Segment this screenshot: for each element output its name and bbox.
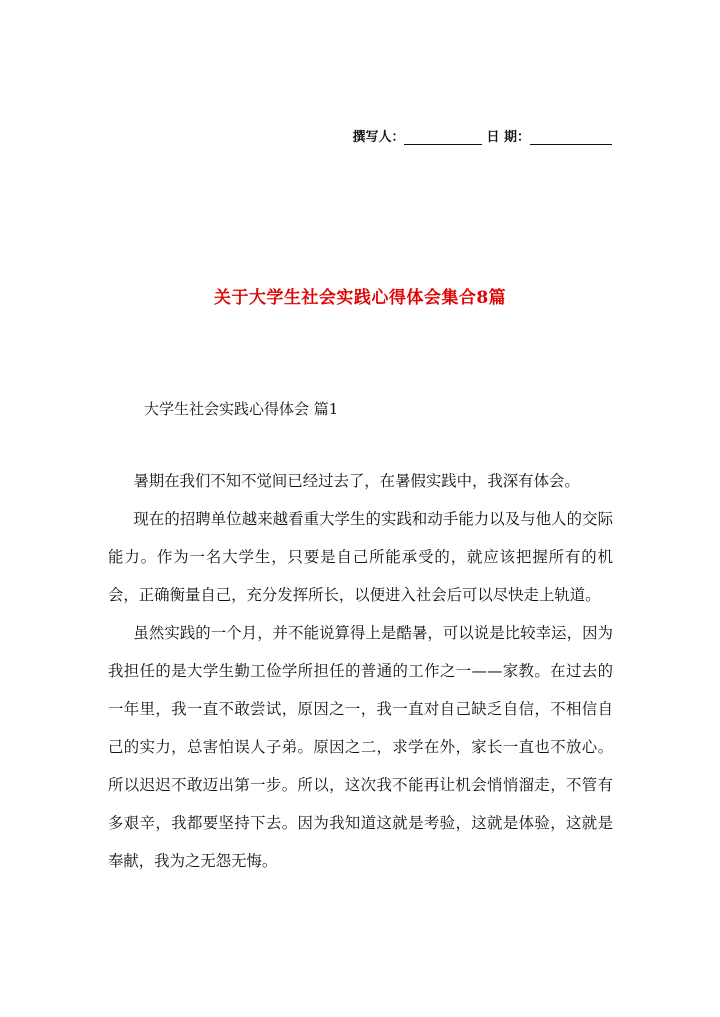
author-label: 撰写人： bbox=[352, 130, 405, 145]
author-blank bbox=[404, 130, 482, 145]
document-body bbox=[108, 462, 613, 880]
paragraph: 暑期在我们不知不觉间已经过去了，在暑假实践中，我深有体会。 bbox=[133, 472, 580, 490]
author-date-line bbox=[352, 126, 612, 145]
paragraph: 虽然实践的一个月，并不能说算得上是酷暑，可以说是比较幸运，因为我担任的是大学生勤工俭学所担任的普通的工作之一——家教。在过去的一年里，我一直不敢尝试，原因之一，我一直对自己缺乏自信，不相信自己的实力，总害怕误人子弟。原因之二，求学在外，家长一直也不放心。所以迟迟不敢迈出第一步。所以，这次我不能再让机会悄悄溜走，不管有多艰辛，我都要坚持下去。因为我知道这就是考验，这就是体验，这就是奉献，我为之无怨无悔。 bbox=[108, 624, 613, 870]
date-label: 日 期： bbox=[486, 130, 530, 145]
document-title: 关于大学生社会实践心得体会集合8篇 bbox=[213, 288, 507, 308]
paragraph: 现在的招聘单位越来越看重大学生的实践和动手能力以及与他人的交际能力。作为一名大学生，只要是自己所能承受的，就应该把握所有的机会，正确衡量自己，充分发挥所长，以便进入社会后可以尽快走上轨道。 bbox=[108, 510, 613, 604]
date-blank bbox=[530, 130, 612, 145]
section-heading: 大学生社会实践心得体会 篇1 bbox=[144, 400, 339, 418]
